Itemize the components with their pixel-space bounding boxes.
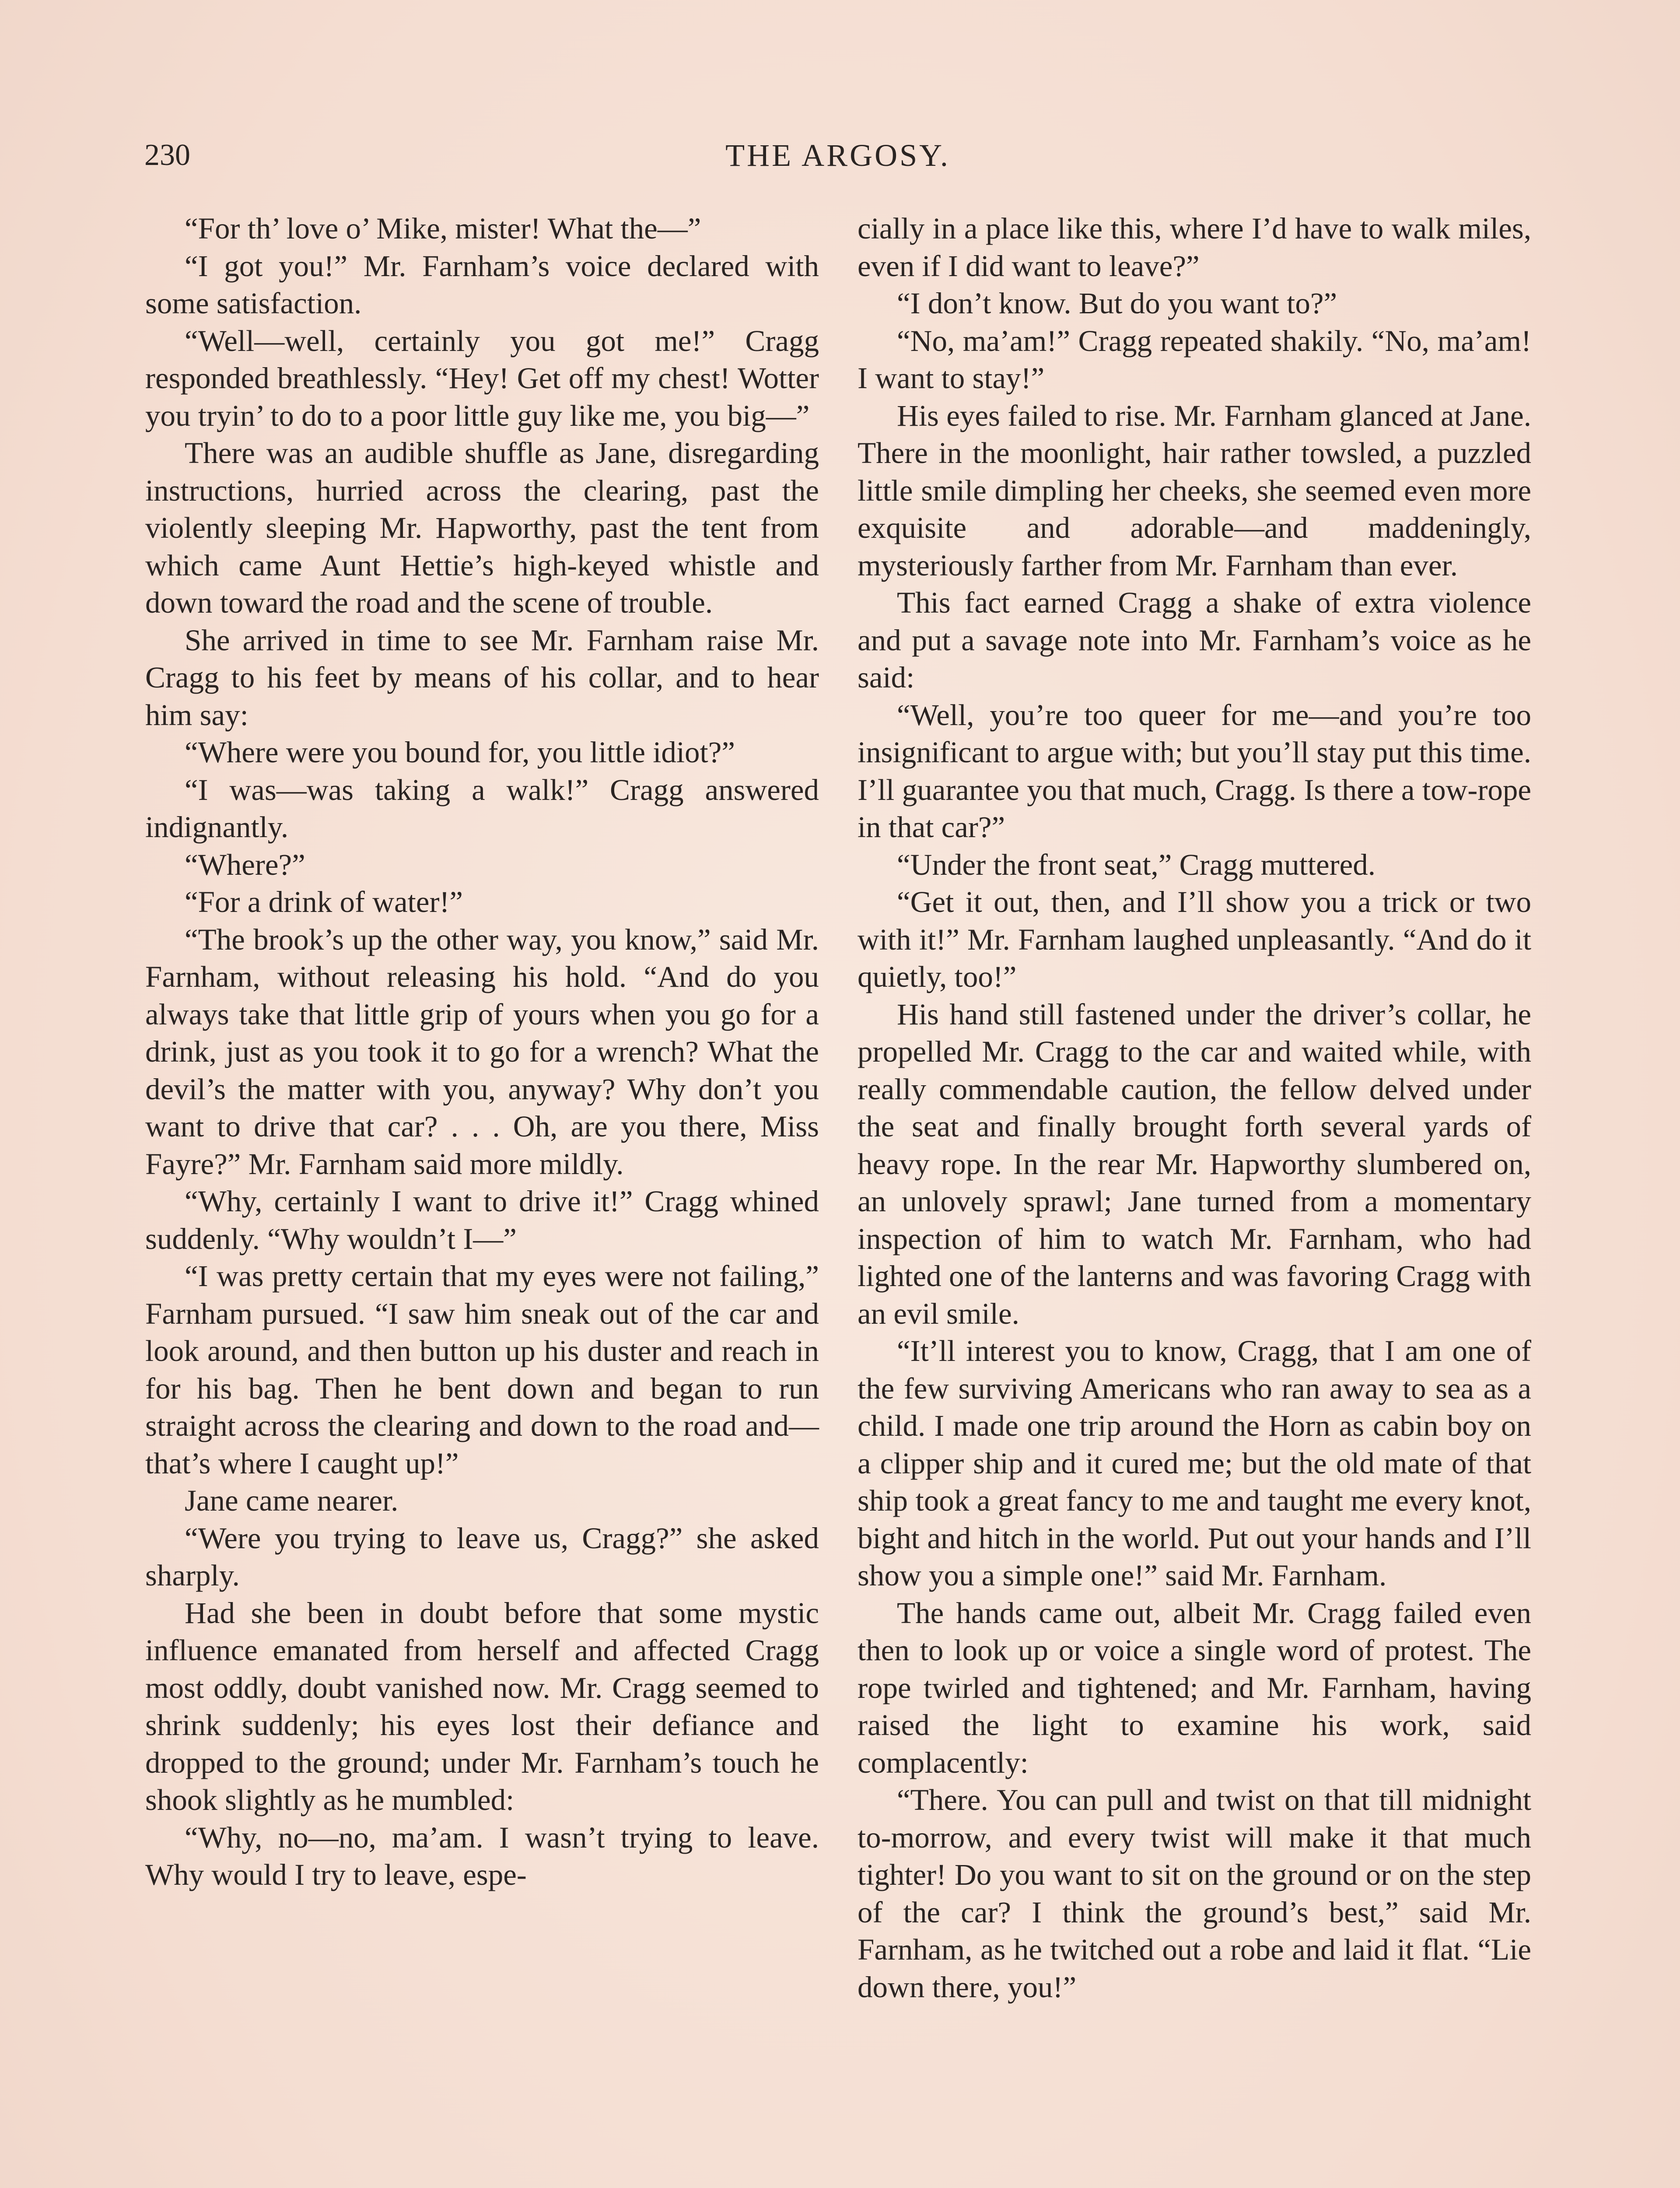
paragraph: “I was pretty certain that my eyes were not failing,” Farnham pursued. “I saw him sneak out of the car and look around, and then button up his duster and reach in for his bag. Then he bent down and began to run straight across the clearing and down to the road and—that’s where I caught up!” [145,1259,819,1480]
paragraph: “Well—well, certainly you got me!” Cragg responded breathlessly. “Hey! Get off my chest! Wotter you tryin’ to do to a poor little guy like me, you big—” [145,324,819,432]
paragraph: The hands came out, albeit Mr. Cragg failed even then to look up or voice a single word of protest. The rope twirled and tightened; and Mr. Farnham, having raised the light to examine his work, said complacently: [858,1596,1531,1779]
paragraph: “Why, certainly I want to drive it!” Cragg whined suddenly. “Why wouldn’t I—” [145,1185,819,1255]
right-text-column [858,210,1531,2006]
running-head: THE ARGOSY. [725,138,950,173]
paragraph: His hand still fastened under the driver’s collar, he propelled Mr. Cragg to the car and waited while, with really commendable caution, the fellow delved under the seat and finally brought forth several yards of heavy rope. In the rear Mr. Hapworthy slumbered on, an unlovely sprawl; Jane turned from a momentary inspection of him to watch Mr. Farnham, who had lighted one of the lanterns and was favoring Cragg with an evil smile. [858,997,1531,1330]
paragraph: “Where?” [185,848,305,881]
paragraph: “It’ll interest you to know, Cragg, that I am one of the few surviving Americans who ran away to sea as a child. I made one trip around the Horn as cabin boy on a clipper ship and it cured me; but the old mate of that ship took a great fancy to me and taught me every knot, bight and hitch in the world. Put out your hands and I’ll show you a simple one!” said Mr. Farnham. [858,1334,1531,1592]
paragraph: “There. You can pull and twist on that till midnight to-morrow, and every twist will make it that much tighter! Do you want to sit on the ground or on the step of the car? I think the ground’s best,” said Mr. Farnham, as he twitched out a robe and laid it flat. “Lie down there, you!” [858,1783,1531,2004]
paragraph: “I got you!” Mr. Farnham’s voice declared with some satisfaction. [145,249,819,320]
paragraph: “I don’t know. But do you want to?” [897,287,1337,320]
paragraph: “For a drink of water!” [185,885,463,919]
page-header [144,131,1531,179]
paragraph: “Where were you bound for, you little idiot?” [185,736,735,769]
paragraph: cially in a place like this, where I’d have to walk miles, even if I did want to leave?” [858,212,1531,283]
paragraph: Jane came nearer. [185,1484,399,1517]
paragraph: “The brook’s up the other way, you know,” said Mr. Farnham, without releasing his hold. “And do you always take that little grip of yours when you go for a drink, just as you took it to go for a wrench? What the devil’s the matter with you, anyway? Why don’t you want to drive that car? . . . Oh, are you there, Miss Fayre?” Mr. Farnham said more mildly. [145,922,819,1181]
page-number: 230 [144,138,190,172]
paragraph: There was an audible shuffle as Jane, disregarding instructions, hurried across the clearing, past the violently sleeping Mr. Hapworthy, past the tent from which came Aunt Hettie’s high-keyed whistle and down toward the road and the scene of trouble. [145,436,819,619]
paragraph: “Under the front seat,” Cragg muttered. [897,848,1376,881]
paragraph: This fact earned Cragg a shake of extra violence and put a savage note into Mr. Farnham’s voice as he said: [858,586,1531,694]
paragraph: “Were you trying to leave us, Cragg?” she asked sharply. [145,1521,819,1592]
paragraph: His eyes failed to rise. Mr. Farnham glanced at Jane. There in the moonlight, hair rather towsled, a puzzled little smile dimpling her cheeks, she seemed even more exquisite and adorable—and maddeningly, mysteriously farther from Mr. Farnham than ever. [858,399,1531,582]
paragraph: Had she been in doubt before that some mystic influence emanated from herself and affected Cragg most oddly, doubt vanished now. Mr. Cragg seemed to shrink suddenly; his eyes lost their defiance and dropped to the ground; under Mr. Farnham’s touch he shook slightly as he mumbled: [145,1596,819,1816]
paragraph: She arrived in time to see Mr. Farnham raise Mr. Cragg to his feet by means of his collar, and to hear him say: [145,623,819,732]
paragraph: “Why, no—no, ma’am. I wasn’t trying to leave. Why would I try to leave, espe- [145,1820,819,1891]
left-text-column [145,210,819,1894]
paragraph: “I was—was taking a walk!” Cragg answered indignantly. [145,773,819,844]
paragraph: “For th’ love o’ Mike, mister! What the—” [185,212,701,245]
paragraph: “Well, you’re too queer for me—and you’re too insignificant to argue with; but you’ll stay put this time. I’ll guarantee you that much, Cragg. Is there a tow-rope in that car?” [858,698,1531,844]
paragraph: “Get it out, then, and I’ll show you a trick or two with it!” Mr. Farnham laughed unpleasantly. “And do it quietly, too!” [858,885,1531,993]
paragraph: “No, ma’am!” Cragg repeated shakily. “No, ma’am! I want to stay!” [858,324,1531,395]
